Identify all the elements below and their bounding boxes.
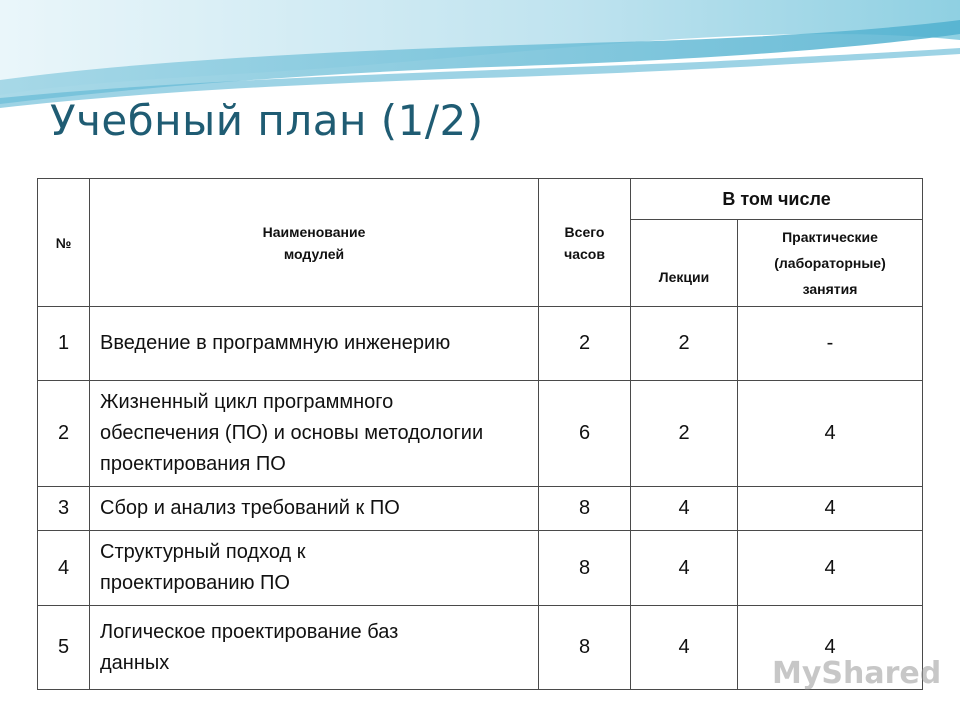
row-name: Логическое проектирование баз данных	[90, 606, 539, 690]
header-name-label: Наименование модулей	[262, 223, 366, 262]
row-lectures: 2	[631, 381, 738, 487]
row-practice: 4	[738, 381, 923, 487]
row-practice: 4	[738, 606, 923, 690]
row-num: 4	[38, 531, 90, 606]
row-name: Жизненный цикл программного обеспечения (ПО) и основы методологии проектирования ПО	[90, 381, 539, 487]
table-header-row-1	[38, 179, 923, 220]
row-total: 2	[539, 307, 631, 381]
row-total: 8	[539, 487, 631, 531]
header-lectures: Лекции	[631, 220, 738, 307]
row-num: 5	[38, 606, 90, 690]
curriculum-table	[37, 178, 923, 690]
header-total-label: Всего часов	[564, 223, 605, 262]
table-row	[38, 487, 923, 531]
row-num: 1	[38, 307, 90, 381]
row-lectures: 4	[631, 606, 738, 690]
row-lectures: 2	[631, 307, 738, 381]
table-row	[38, 307, 923, 381]
row-practice: -	[738, 307, 923, 381]
row-total: 8	[539, 531, 631, 606]
row-lectures: 4	[631, 531, 738, 606]
row-practice: 4	[738, 531, 923, 606]
header-wave-decoration	[0, 0, 960, 110]
header-practice	[738, 220, 923, 307]
watermark	[766, 655, 942, 691]
table-row	[38, 531, 923, 606]
row-practice: 4	[738, 487, 923, 531]
row-lectures: 4	[631, 487, 738, 531]
row-name: Введение в программную инженерию	[90, 307, 539, 381]
row-name: Структурный подход к проектированию ПО	[90, 531, 539, 606]
table-row	[38, 381, 923, 487]
row-num: 2	[38, 381, 90, 487]
row-num: 3	[38, 487, 90, 531]
row-total: 6	[539, 381, 631, 487]
row-name: Сбор и анализ требований к ПО	[90, 487, 539, 531]
header-group: В том числе	[631, 179, 923, 220]
page-title: Учебный план (1/2)	[50, 96, 484, 145]
header-name	[90, 179, 539, 307]
header-num: №	[38, 179, 90, 307]
watermark-text: MyShared	[772, 655, 942, 691]
header-total	[539, 179, 631, 307]
header-practice-label: Практические (лабораторные) занятия	[774, 229, 886, 297]
row-total: 8	[539, 606, 631, 690]
